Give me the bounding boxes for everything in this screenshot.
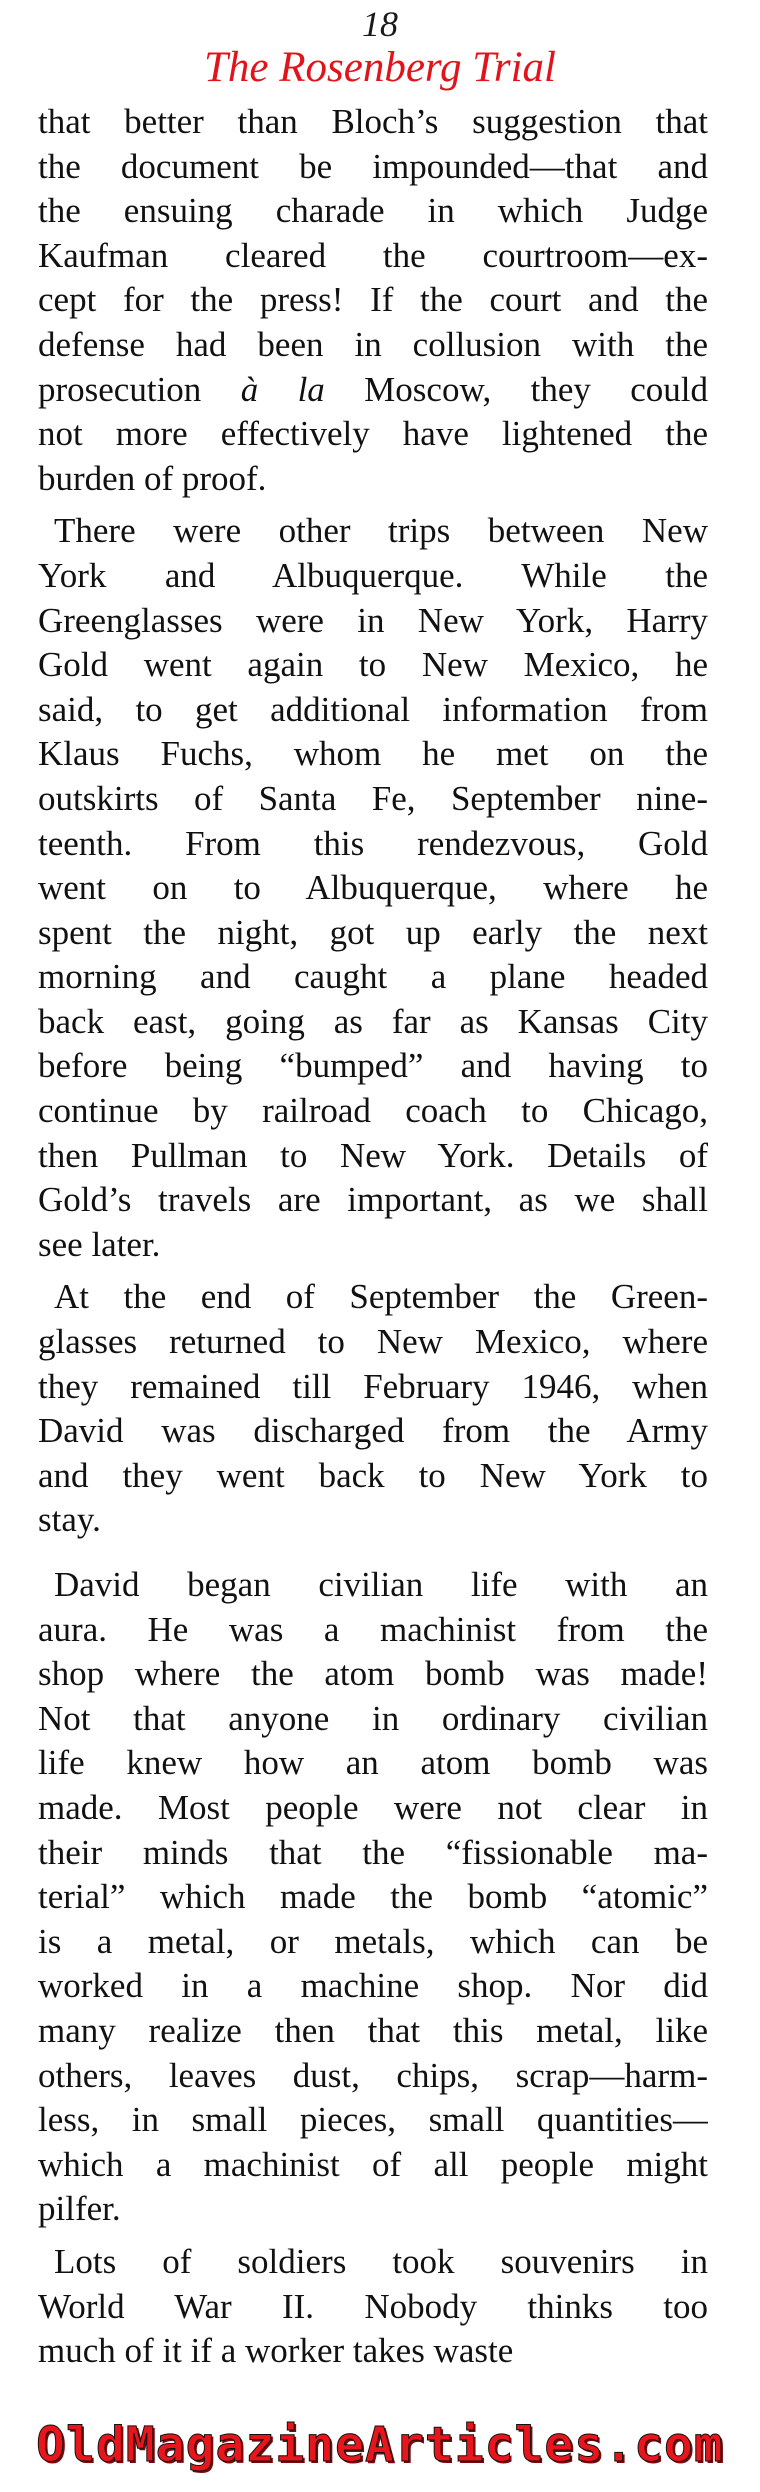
text-line: went on to Albuquerque, where he	[38, 868, 708, 908]
text-line: Greenglasses were in New York, Harry	[38, 600, 708, 640]
text-line: Klaus Fuchs, whom he met on the	[38, 734, 708, 774]
text-line: see later.	[38, 1224, 161, 1264]
text-line: before being “bumped” and having to	[38, 1046, 708, 1086]
text-line: that better than Bloch’s suggestion that	[38, 102, 708, 141]
paragraph-4	[38, 1563, 708, 2232]
text-line: Not that anyone in ordinary civilian	[38, 1698, 708, 1738]
text-line: the document be impounded—that and	[38, 146, 708, 186]
text-line: aura. He was a machinist from the	[38, 1609, 708, 1649]
text-line: Lots of soldiers took souvenirs in	[54, 2241, 708, 2281]
text-line: much of it if a worker takes waste	[38, 2331, 514, 2371]
text-line: Kaufman cleared the courtroom—ex-	[38, 235, 708, 275]
text-line: not more effectively have lightened the	[38, 414, 708, 454]
text-line: World War II. Nobody thinks too	[38, 2286, 708, 2326]
paragraph-2	[38, 509, 708, 1267]
text-line: stay.	[38, 1500, 101, 1540]
text-line: spent the night, got up early the next	[38, 912, 708, 952]
text-line: continue by railroad coach to Chicago,	[38, 1091, 708, 1131]
text-line: then Pullman to New York. Details of	[38, 1135, 708, 1175]
text-line: many realize then that this metal, like	[38, 2010, 708, 2050]
text-line: less, in small pieces, small quantities—	[38, 2100, 708, 2140]
text-line: defense had been in collusion with the	[38, 324, 708, 364]
text-line: glasses returned to New Mexico, where	[38, 1322, 708, 1362]
text-line: shop where the atom bomb was made!	[38, 1654, 708, 1694]
text-line: David began civilian life with an	[54, 1565, 708, 1604]
text-line: Gold went again to New Mexico, he	[38, 645, 708, 685]
text-line: David was discharged from the Army	[38, 1411, 708, 1451]
text-line: back east, going as far as Kansas City	[38, 1001, 708, 1041]
text-line: said, to get additional information from	[38, 689, 708, 729]
text-line: and they went back to New York to	[38, 1455, 708, 1495]
paragraph-3	[38, 1275, 708, 1543]
text-line: which a machinist of all people might	[38, 2144, 708, 2184]
text-line: made. Most people were not clear in	[38, 1787, 708, 1827]
text-line: is a metal, or metals, which can be	[38, 1921, 708, 1961]
text-line: morning and caught a plane headed	[38, 957, 708, 997]
site-watermark: OldMagazineArticles.com	[36, 2417, 724, 2473]
text-line: others, leaves dust, chips, scrap—harm-	[38, 2055, 708, 2095]
article-body	[38, 100, 708, 2374]
paragraph-1	[38, 100, 708, 501]
text-line: prosecution à la Moscow, they could	[38, 369, 708, 409]
text-line: worked in a machine shop. Nor did	[38, 1966, 708, 2006]
text-line: teenth. From this rendezvous, Gold	[38, 823, 708, 863]
text-line: York and Albuquerque. While the	[38, 555, 708, 595]
text-line: they remained till February 1946, when	[38, 1366, 708, 1406]
text-line: life knew how an atom bomb was	[38, 1743, 708, 1783]
text-line: cept for the press! If the court and the	[38, 280, 708, 320]
page-number: 18	[362, 4, 398, 44]
text-line: pilfer.	[38, 2189, 121, 2229]
text-line: Gold’s travels are important, as we shall	[38, 1180, 708, 1220]
paragraph-5	[38, 2240, 708, 2374]
article-title: The Rosenberg Trial	[204, 44, 556, 91]
text-line: outskirts of Santa Fe, September nine-	[38, 778, 708, 818]
text-line: terial” which made the bomb “atomic”	[38, 1877, 708, 1917]
text-line: There were other trips between New	[54, 511, 708, 551]
text-line: their minds that the “fissionable ma-	[38, 1832, 708, 1872]
text-line: At the end of September the Green-	[54, 1277, 708, 1317]
text-line: burden of proof.	[38, 458, 267, 498]
text-line: the ensuing charade in which Judge	[38, 191, 708, 231]
